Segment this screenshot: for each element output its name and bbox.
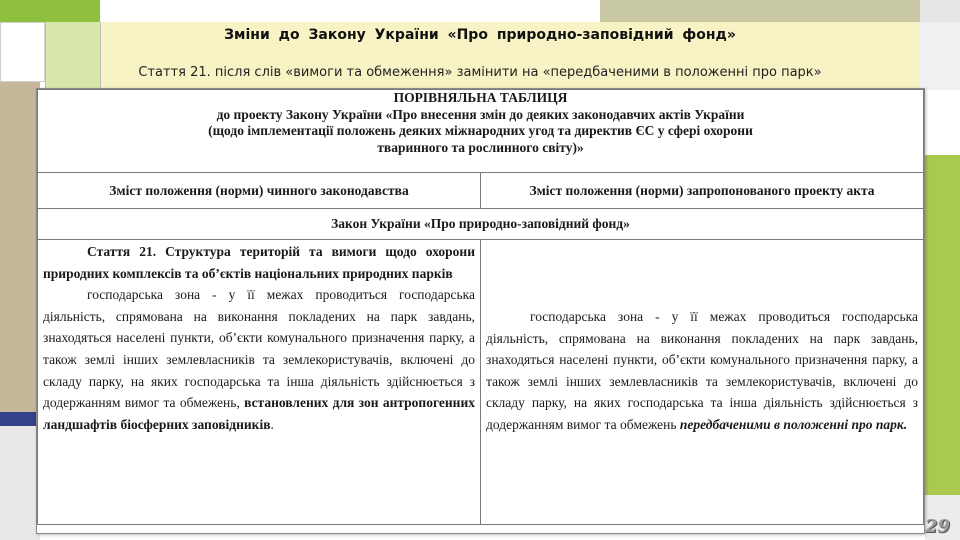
caption-line: (щодо імплементації положень деяких міжнародних угод та директив ЄС у сфері охорони (208, 123, 753, 138)
proposed-paragraph (486, 306, 918, 436)
background-block (920, 0, 960, 22)
background-block (0, 82, 40, 412)
caption-line: ПОРІВНЯЛЬНА ТАБЛИЦЯ (393, 90, 568, 105)
proposed-paragraph-italic: передбаченими в положенні про парк. (679, 416, 908, 432)
background-block (925, 90, 960, 155)
comparison-table (37, 89, 924, 525)
page-number: 29 (924, 516, 950, 537)
current-text-cell (38, 240, 481, 525)
slide-subtitle: Стаття 21. після слів «вимоги та обмеження» замінити на «передбаченими в положенні про парк» (138, 65, 822, 80)
slide-title: Зміни до Закону України «Про природно-заповідний фонд» (224, 27, 736, 43)
article-title: Стаття 21. Структура територій та вимоги щодо охорони природних комплексів та об’єктів національних природних парків (43, 244, 475, 281)
proposed-text-cell (481, 240, 924, 525)
caption-line: до проекту Закону України «Про внесення змін до деяких законодавчих актів України (216, 106, 745, 122)
background-block (600, 0, 920, 22)
background-block (0, 426, 40, 540)
table-caption (38, 90, 924, 173)
background-block (925, 155, 960, 495)
column-header-proposed: Зміст положення (норми) запропонованого проекту акта (481, 173, 924, 209)
background-block (0, 412, 40, 426)
law-title: Закон України «Про природно-заповідний фонд» (38, 209, 924, 240)
background-block (100, 0, 600, 23)
current-paragraph (43, 284, 475, 435)
comparison-document (36, 88, 925, 534)
current-paragraph-end: . (270, 416, 274, 432)
current-paragraph-text: господарська зона - у її межах проводиться господарська діяльність, спрямована на виконання покладених на парк завдань, знаходяться населені пункти, об’єкти комунального призначення парку, а також землі інших землевласників та землекористувачів, включені до складу парку, на яких господарська та інша діяльність здійснюється з додержанням вимог та обмежень, (43, 287, 475, 411)
spacer (486, 241, 918, 306)
current-paragraph-bold: встановлених для зон антропогенних ландшафтів біосферних заповідників (43, 395, 475, 432)
proposed-paragraph-text: господарська зона - у її межах проводиться господарська діяльність, спрямована на виконання покладених на парк завдань, знаходяться населені пункти, об’єкти комунального призначення парку, а також землі інших землевласників та землекористувачів, включені до складу парку, на яких господарська та інша діяльність здійснюється з додержанням вимог та обмежень (486, 309, 918, 432)
caption-line: тваринного та рослинного світу)» (377, 139, 584, 155)
background-block (0, 0, 100, 22)
column-header-current: Зміст положення (норми) чинного законодавства (38, 173, 481, 209)
